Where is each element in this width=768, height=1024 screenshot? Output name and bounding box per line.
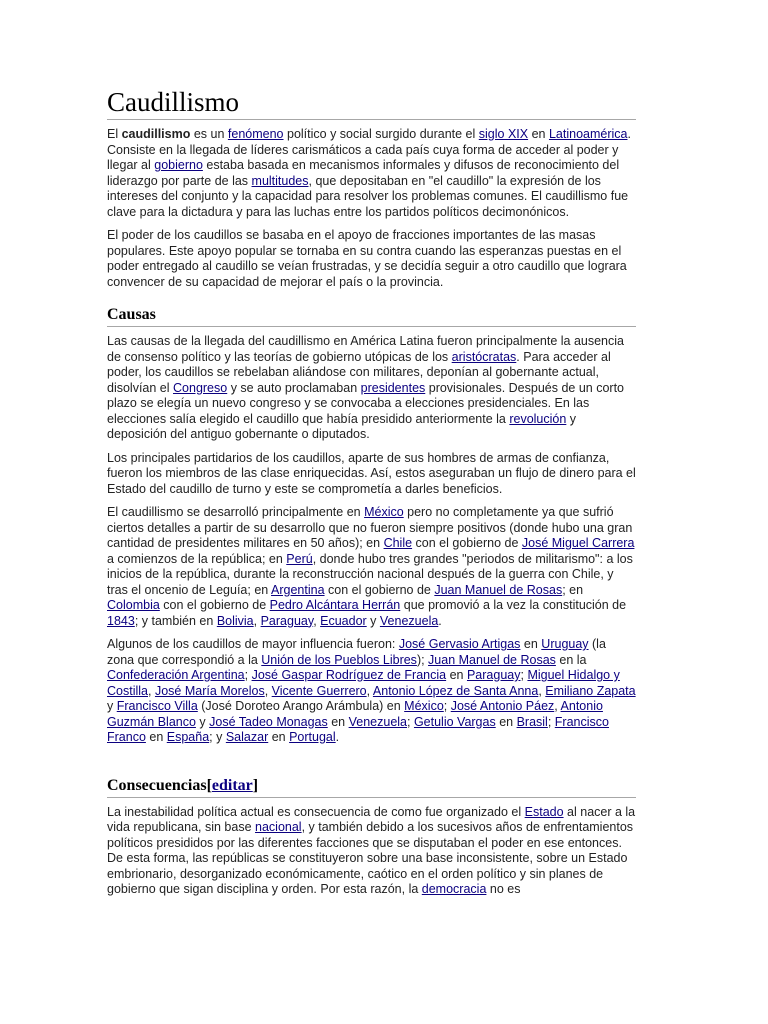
article-link[interactable]: siglo XIX [478,127,529,141]
article-link[interactable]: José María Morelos [154,683,265,698]
intro-paragraph [107,228,636,290]
intro-paragraph [107,127,636,220]
article-link[interactable]: presidentes [360,380,426,395]
text-run: El caudillismo se desarrolló principalmente en [107,505,365,519]
article-link[interactable]: Emiliano Zapata [545,683,636,698]
text-run: en [495,714,517,729]
article-link[interactable]: Portugal [289,730,336,744]
text-run: y [195,714,210,729]
article-link[interactable]: 1843 [107,613,135,628]
article-link[interactable]: democracia [421,882,487,896]
article-link[interactable]: Confederación Argentina [107,668,245,682]
text-run: , [538,683,546,698]
text-run: ; [407,714,414,729]
article-link[interactable]: Chile [383,536,413,550]
article-link[interactable]: Latinoamérica [548,127,628,141]
article-link[interactable]: Juan Manuel de Rosas [428,652,556,667]
article-link[interactable]: Antonio López de Santa Anna [372,683,539,698]
article-link[interactable]: nacional [255,820,302,834]
article-link[interactable]: Estado [524,804,564,819]
article-link[interactable]: Salazar [225,730,269,744]
text-run: ; [547,714,555,729]
article-link[interactable]: aristócratas [451,349,517,364]
article-link[interactable]: España [166,730,210,744]
bold-term: caudillismo [121,127,191,141]
text-run: en [327,714,349,729]
text-run: (José Doroteo Arango Arámbula) en [197,699,405,713]
article-link[interactable]: Francisco Franco [107,714,609,744]
edit-bracket-open: [ [206,776,212,794]
text-run: . Consiste en la llegada de líderes carismáticos a cada país cuya forma de acceder al poder y llegar al [107,127,631,172]
section-consecuencias [107,776,636,898]
article-link[interactable]: gobierno [154,158,203,172]
section-heading [107,776,636,798]
article-link[interactable]: Paraguay [466,668,521,682]
article-link[interactable]: multitudes [251,173,309,188]
text-run: y se auto proclamaban [227,380,361,395]
text-run: con el gobierno de [159,598,270,612]
text-run: La inestabilidad política actual es consecuencia de como fue organizado el [107,804,525,819]
article-link[interactable]: Juan Manuel de Rosas [434,582,563,597]
text-run: El poder de los caudillos se basaba en el apoyo de fracciones importantes de las masas populares. Este apoyo popular se tornaba en su contra cuando las esperanzas puestas en el poder entregado al caudillo se veían frustradas, y se decidía seguir a otro caudillo que lograra convencer de su capacidad de mejorar el país o la provincia. [107,228,627,289]
text-run: en [446,668,467,682]
text-run: , que depositaban en "el caudillo" la expresión de los intereses del conjunto y la capacidad para resolver los problemas comunes. El caudillismo fue clave para la dictadura y para las luchas entre los partidos políticos decimonónicos. [107,173,629,219]
text-run: es un [190,127,228,141]
text-run: (la zona que correspondió a la [107,637,606,667]
text-run: en la [555,652,587,667]
article-link[interactable]: Congreso [173,380,228,395]
article-link[interactable]: José Gaspar Rodríguez de Francia [251,668,447,682]
article-link[interactable]: Venezuela [379,613,439,628]
text-run: , y también debido a los sucesivos años de enfrentamientos políticos presididos por las diferentes facciones que se disputaban el poder en ese entonces. De esta forma, las repúblicas se constituyeron sobre una base inconsistente, sobre un Estado embrionario, desorganizado económicamente, caótico en el orden político y sin planes de gobierno que sigan disciplina y orden. Por esta razón, la [107,820,634,896]
article-link[interactable]: México [364,505,404,519]
text-run: ; [443,699,451,713]
text-run: en [145,730,167,744]
text-run: en [520,637,542,651]
text-run: con el gobierno de [324,582,435,597]
article-link[interactable]: José Tadeo Monagas [209,714,328,729]
section-paragraph [107,805,636,898]
page-title: Caudillismo [107,86,636,120]
article-link[interactable]: Vicente Guerrero [271,683,367,698]
text-run: estaba basada en mecanismos informales y difusos de reconocimiento del liderazgo por parte de las [107,158,620,188]
article-link[interactable]: José Miguel Carrera [521,536,635,550]
text-run: ); [416,652,429,667]
text-run: ; y [209,730,226,744]
article-link[interactable]: Getulio Vargas [413,714,496,729]
text-run: El [107,127,122,141]
section-heading-text: Causas [107,306,156,323]
article-link[interactable]: Uruguay [541,637,589,651]
text-run: en [268,730,290,744]
text-run: y deposición del antiguo gobernante o diputados. [107,411,577,441]
text-run: , [366,683,373,698]
text-run: y [107,699,117,713]
text-run: que promovió a la vez la constitución de [400,598,627,612]
text-run: Los principales partidarios de los caudillos, aparte de sus hombres de armas de confianza, fueron los miembros de las clase enriquecidas. Así, estos aseguraban un flujo de dinero para el Estado del caudillo de turno y este se comprometía a darles beneficios. [107,450,636,496]
text-run: con el gobierno de [412,536,522,550]
text-run: al nacer a la vida republicana, sin base [107,804,636,834]
section-causas [107,305,636,746]
article [107,86,636,906]
article-link[interactable]: fenómeno [227,127,284,141]
text-run: en [528,127,549,141]
text-run: político y social surgido durante el [283,127,479,141]
text-run: . [438,613,442,628]
text-run: , [313,613,321,628]
section-heading-text: Consecuencias [107,776,207,794]
text-run: Las causas de la llegada del caudillismo en América Latina fueron principalmente la ausencia de consenso político y las teorías de gobierno utópicas de los [107,334,624,364]
text-run: ; y también en [134,613,217,628]
article-link[interactable]: Argentina [271,582,325,597]
text-run: . [335,730,340,744]
article-link[interactable]: Brasil [516,714,548,729]
text-run: . Para acceder al poder, los caudillos se rebelaban aliándose con militares, deponían al gobernante actual, disolvían el [107,349,611,395]
text-run: Algunos de los caudillos de mayor influencia fueron: [107,637,399,651]
text-run: , [253,613,261,628]
article-link[interactable]: Miguel Hidalgo y Costilla [107,668,620,698]
section-paragraph [107,637,636,746]
text-run: ; en [562,582,584,597]
article-link[interactable]: José Antonio Páez [450,699,555,713]
article-link[interactable]: revolución [509,411,567,426]
article-link[interactable]: Colombia [107,598,160,612]
article-link[interactable]: Ecuador [320,613,367,628]
text-run: , donde hubo tres grandes "periodos de militarismo": a los inicios de la república, durante la reconstrucción nacional después de la guerra con Chile, y tras el oncenio de Leguía; en [107,551,633,597]
article-link[interactable]: Paraguay [260,613,314,628]
edit-bracket-close: ] [252,776,259,794]
article-link[interactable]: Francisco Villa [116,699,198,713]
text-run: a comienzos de la república; en [107,551,287,566]
article-link[interactable]: Bolivia [216,613,254,628]
text-run: , [264,683,272,698]
section-heading [107,305,636,327]
text-run: y [366,613,380,628]
text-run: , [148,683,155,698]
article-link[interactable]: Perú [286,551,313,566]
text-run: pero no completamente ya que sufrió ciertos detalles a partir de su desarrollo que no fueron siempre positivos (donde hubo una gran cantidad de presidentes militares en 50 años); en [107,505,633,550]
text-run: provisionales. Después de un corto plazo se elegía un nuevo congreso y se convocaba a elecciones presidenciales. En las elecciones salía elegido el caudillo que había presidido anteriormente la [107,380,624,426]
section-paragraph [107,505,636,629]
text-run: ; [244,668,252,682]
text-run: ; [520,668,528,682]
section-paragraph [107,334,636,443]
article-link[interactable]: Unión de los Pueblos Libres [261,652,417,667]
article-link[interactable]: México [404,699,444,713]
article-link[interactable]: José Gervasio Artigas [398,637,521,651]
intro [107,127,636,290]
edit-section-link[interactable]: editar [211,776,253,794]
text-run: no es [486,882,521,896]
section-paragraph [107,451,636,498]
article-link[interactable]: Venezuela [348,714,407,729]
article-link[interactable]: Pedro Alcántara Herrán [269,598,401,612]
text-run: , [554,699,561,713]
article-link[interactable]: Antonio Guzmán Blanco [107,699,603,729]
